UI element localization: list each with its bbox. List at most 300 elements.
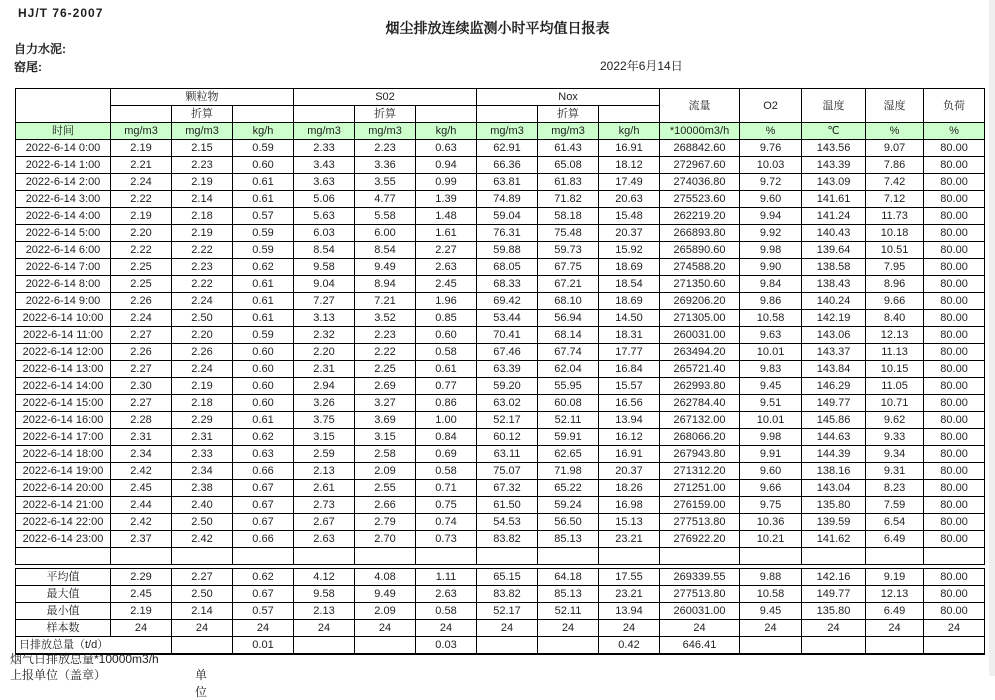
table-row	[16, 140, 985, 157]
value-cell: 0.99	[416, 174, 477, 191]
value-cell: 71.98	[538, 463, 599, 480]
summary-value-cell: 269339.55	[660, 569, 740, 586]
summary-label: 平均值	[16, 569, 111, 586]
sub-blank	[233, 106, 294, 123]
value-cell: 67.74	[538, 344, 599, 361]
value-cell: 80.00	[924, 157, 985, 174]
value-cell: 0.66	[233, 531, 294, 548]
value-cell: 2.22	[172, 242, 233, 259]
value-cell: 2.28	[111, 412, 172, 429]
summary-value-cell: 2.14	[172, 603, 233, 620]
value-cell: 0.59	[233, 242, 294, 259]
value-cell: 6.49	[866, 531, 924, 548]
summary-value-cell: 0.62	[233, 569, 294, 586]
value-cell: 9.66	[866, 293, 924, 310]
table-row	[16, 327, 985, 344]
daily-total-value-cell	[477, 637, 538, 655]
summary-value-cell: 142.16	[802, 569, 866, 586]
value-cell: 0.85	[416, 310, 477, 327]
table-row	[16, 429, 985, 446]
monitoring-point: 窑尾:	[14, 60, 42, 74]
value-cell: 0.77	[416, 378, 477, 395]
value-cell: 15.48	[599, 208, 660, 225]
summary-value-cell: 24	[538, 620, 599, 637]
value-cell: 2.50	[172, 514, 233, 531]
value-cell: 2.30	[111, 378, 172, 395]
summary-value-cell: 2.27	[172, 569, 233, 586]
value-cell: 0.61	[416, 361, 477, 378]
value-cell: 10.21	[740, 531, 802, 548]
time-cell: 2022-6-14 18:00	[16, 446, 111, 463]
daily-total-value-cell	[740, 637, 802, 655]
value-cell: 8.96	[866, 276, 924, 293]
value-cell: 8.94	[355, 276, 416, 293]
value-cell: 0.61	[233, 174, 294, 191]
value-cell: 2.15	[172, 140, 233, 157]
summary-value-cell: 24	[802, 620, 866, 637]
unit-cell: ℃	[802, 123, 866, 140]
value-cell: 11.05	[866, 378, 924, 395]
header-humidity: 湿度	[866, 89, 924, 123]
summary-value-cell: 0.67	[233, 586, 294, 603]
value-cell: 59.73	[538, 242, 599, 259]
table-row	[16, 514, 985, 531]
value-cell: 9.60	[740, 191, 802, 208]
empty-cell	[740, 548, 802, 565]
value-cell: 267132.00	[660, 412, 740, 429]
summary-value-cell: 4.08	[355, 569, 416, 586]
header-load: 负荷	[924, 89, 985, 123]
empty-cell	[416, 548, 477, 565]
value-cell: 0.66	[233, 463, 294, 480]
summary-value-cell: 2.19	[111, 603, 172, 620]
header-flow: 流量	[660, 89, 740, 123]
value-cell: 2.69	[355, 378, 416, 395]
summary-value-cell: 64.18	[538, 569, 599, 586]
table-row	[16, 242, 985, 259]
summary-value-cell: 0.57	[233, 603, 294, 620]
value-cell: 63.02	[477, 395, 538, 412]
value-cell: 2.70	[355, 531, 416, 548]
unit-label: 单位	[195, 668, 208, 699]
value-cell: 141.61	[802, 191, 866, 208]
time-cell: 2022-6-14 16:00	[16, 412, 111, 429]
value-cell: 80.00	[924, 191, 985, 208]
value-cell: 265721.40	[660, 361, 740, 378]
value-cell: 143.39	[802, 157, 866, 174]
value-cell: 2.50	[172, 310, 233, 327]
summary-value-cell: 0.58	[416, 603, 477, 620]
value-cell: 63.39	[477, 361, 538, 378]
value-cell: 9.86	[740, 293, 802, 310]
value-cell: 56.94	[538, 310, 599, 327]
value-cell: 2.27	[111, 361, 172, 378]
table-row	[16, 412, 985, 429]
value-cell: 9.63	[740, 327, 802, 344]
value-cell: 0.60	[233, 395, 294, 412]
value-cell: 11.73	[866, 208, 924, 225]
value-cell: 18.26	[599, 480, 660, 497]
value-cell: 76.31	[477, 225, 538, 242]
value-cell: 10.15	[866, 361, 924, 378]
value-cell: 2.23	[172, 157, 233, 174]
summary-value-cell: 149.77	[802, 586, 866, 603]
value-cell: 80.00	[924, 344, 985, 361]
value-cell: 0.73	[416, 531, 477, 548]
value-cell: 80.00	[924, 259, 985, 276]
time-cell: 2022-6-14 21:00	[16, 497, 111, 514]
value-cell: 12.13	[866, 327, 924, 344]
value-cell: 7.27	[294, 293, 355, 310]
header-temperature: 温度	[802, 89, 866, 123]
summary-table	[15, 568, 985, 655]
value-cell: 8.54	[294, 242, 355, 259]
empty-cell	[294, 548, 355, 565]
value-cell: 0.60	[233, 344, 294, 361]
value-cell: 0.58	[416, 344, 477, 361]
value-cell: 9.31	[866, 463, 924, 480]
summary-value-cell: 277513.80	[660, 586, 740, 603]
value-cell: 62.04	[538, 361, 599, 378]
value-cell: 16.91	[599, 446, 660, 463]
value-cell: 2.26	[172, 344, 233, 361]
value-cell: 75.07	[477, 463, 538, 480]
value-cell: 2.25	[111, 276, 172, 293]
value-cell: 262219.20	[660, 208, 740, 225]
value-cell: 69.42	[477, 293, 538, 310]
value-cell: 13.94	[599, 412, 660, 429]
value-cell: 10.71	[866, 395, 924, 412]
value-cell: 3.27	[355, 395, 416, 412]
value-cell: 68.14	[538, 327, 599, 344]
empty-cell	[802, 548, 866, 565]
value-cell: 80.00	[924, 225, 985, 242]
company-name: 自力水泥:	[14, 42, 66, 56]
value-cell: 10.51	[866, 242, 924, 259]
value-cell: 6.54	[866, 514, 924, 531]
value-cell: 2.09	[355, 463, 416, 480]
time-header-spacer	[16, 89, 111, 123]
value-cell: 16.84	[599, 361, 660, 378]
summary-row	[16, 586, 985, 603]
value-cell: 7.42	[866, 174, 924, 191]
value-cell: 54.53	[477, 514, 538, 531]
value-cell: 3.15	[355, 429, 416, 446]
value-cell: 17.49	[599, 174, 660, 191]
value-cell: 143.37	[802, 344, 866, 361]
value-cell: 0.61	[233, 412, 294, 429]
value-cell: 2.24	[172, 361, 233, 378]
value-cell: 144.63	[802, 429, 866, 446]
monitoring-data-table	[15, 88, 985, 565]
value-cell: 9.58	[294, 259, 355, 276]
table-row	[16, 191, 985, 208]
value-cell: 2.20	[172, 327, 233, 344]
value-cell: 272967.60	[660, 157, 740, 174]
value-cell: 2.27	[416, 242, 477, 259]
value-cell: 139.64	[802, 242, 866, 259]
summary-value-cell: 6.49	[866, 603, 924, 620]
time-cell: 2022-6-14 0:00	[16, 140, 111, 157]
report-date: 2022年6月14日	[600, 59, 683, 73]
daily-total-label: 日排放总量（t/d）	[16, 637, 172, 655]
unit-cell: mg/m3	[355, 123, 416, 140]
summary-value-cell: 24	[233, 620, 294, 637]
sub-converted-particulate: 折算	[172, 106, 233, 123]
value-cell: 3.36	[355, 157, 416, 174]
header-units-row	[16, 123, 985, 140]
value-cell: 0.67	[233, 480, 294, 497]
value-cell: 59.20	[477, 378, 538, 395]
summary-value-cell: 2.13	[294, 603, 355, 620]
unit-cell: *10000m3/h	[660, 123, 740, 140]
value-cell: 70.41	[477, 327, 538, 344]
value-cell: 2.25	[355, 361, 416, 378]
value-cell: 2.26	[111, 344, 172, 361]
value-cell: 18.69	[599, 259, 660, 276]
value-cell: 80.00	[924, 310, 985, 327]
value-cell: 138.58	[802, 259, 866, 276]
window-edge	[989, 0, 995, 676]
unit-cell: %	[924, 123, 985, 140]
value-cell: 7.86	[866, 157, 924, 174]
value-cell: 9.84	[740, 276, 802, 293]
value-cell: 2.23	[355, 327, 416, 344]
summary-value-cell: 24	[866, 620, 924, 637]
value-cell: 2.23	[172, 259, 233, 276]
value-cell: 67.32	[477, 480, 538, 497]
empty-cell	[111, 548, 172, 565]
value-cell: 2.34	[111, 446, 172, 463]
time-cell: 2022-6-14 22:00	[16, 514, 111, 531]
value-cell: 0.86	[416, 395, 477, 412]
value-cell: 2.22	[172, 276, 233, 293]
value-cell: 260031.00	[660, 327, 740, 344]
value-cell: 143.04	[802, 480, 866, 497]
value-cell: 2.31	[172, 429, 233, 446]
value-cell: 2.20	[294, 344, 355, 361]
value-cell: 2.66	[355, 497, 416, 514]
value-cell: 66.36	[477, 157, 538, 174]
value-cell: 2.73	[294, 497, 355, 514]
value-cell: 17.77	[599, 344, 660, 361]
value-cell: 143.84	[802, 361, 866, 378]
value-cell: 274036.80	[660, 174, 740, 191]
value-cell: 62.65	[538, 446, 599, 463]
time-cell: 2022-6-14 14:00	[16, 378, 111, 395]
value-cell: 2.42	[111, 514, 172, 531]
value-cell: 80.00	[924, 480, 985, 497]
value-cell: 0.59	[233, 140, 294, 157]
empty-cell	[477, 548, 538, 565]
value-cell: 268842.60	[660, 140, 740, 157]
value-cell: 2.42	[172, 531, 233, 548]
value-cell: 67.75	[538, 259, 599, 276]
value-cell: 271251.00	[660, 480, 740, 497]
value-cell: 0.60	[233, 361, 294, 378]
time-cell: 2022-6-14 7:00	[16, 259, 111, 276]
value-cell: 135.80	[802, 497, 866, 514]
daily-total-value-cell: 646.41	[660, 637, 740, 655]
empty-cell	[233, 548, 294, 565]
value-cell: 263494.20	[660, 344, 740, 361]
value-cell: 2.24	[172, 293, 233, 310]
value-cell: 53.44	[477, 310, 538, 327]
value-cell: 9.92	[740, 225, 802, 242]
unit-cell: mg/m3	[111, 123, 172, 140]
value-cell: 2.79	[355, 514, 416, 531]
time-cell: 2022-6-14 3:00	[16, 191, 111, 208]
summary-value-cell: 85.13	[538, 586, 599, 603]
time-cell: 2022-6-14 15:00	[16, 395, 111, 412]
value-cell: 10.01	[740, 412, 802, 429]
summary-value-cell: 83.82	[477, 586, 538, 603]
value-cell: 2.42	[111, 463, 172, 480]
value-cell: 20.37	[599, 225, 660, 242]
value-cell: 80.00	[924, 412, 985, 429]
value-cell: 80.00	[924, 531, 985, 548]
table-row	[16, 157, 985, 174]
time-header: 时间	[16, 123, 111, 140]
value-cell: 62.91	[477, 140, 538, 157]
value-cell: 2.22	[111, 191, 172, 208]
value-cell: 8.23	[866, 480, 924, 497]
unit-cell: %	[740, 123, 802, 140]
summary-value-cell: 24	[477, 620, 538, 637]
group-header-particulate: 颗粒物	[111, 89, 294, 106]
summary-value-cell: 2.45	[111, 586, 172, 603]
standard-code: HJ/T 76-2007	[18, 6, 104, 20]
value-cell: 80.00	[924, 361, 985, 378]
value-cell: 149.77	[802, 395, 866, 412]
summary-value-cell: 24	[416, 620, 477, 637]
value-cell: 144.39	[802, 446, 866, 463]
empty-cell	[866, 548, 924, 565]
value-cell: 2.58	[355, 446, 416, 463]
summary-value-cell: 24	[740, 620, 802, 637]
value-cell: 141.24	[802, 208, 866, 225]
value-cell: 4.77	[355, 191, 416, 208]
value-cell: 23.21	[599, 531, 660, 548]
time-cell: 2022-6-14 4:00	[16, 208, 111, 225]
value-cell: 0.62	[233, 429, 294, 446]
daily-total-value-cell: 0.03	[416, 637, 477, 655]
value-cell: 0.71	[416, 480, 477, 497]
value-cell: 5.58	[355, 208, 416, 225]
value-cell: 1.48	[416, 208, 477, 225]
value-cell: 2.40	[172, 497, 233, 514]
table-row	[16, 344, 985, 361]
value-cell: 2.37	[111, 531, 172, 548]
value-cell: 0.60	[233, 378, 294, 395]
value-cell: 65.22	[538, 480, 599, 497]
value-cell: 10.18	[866, 225, 924, 242]
value-cell: 67.46	[477, 344, 538, 361]
sub-blank	[111, 106, 172, 123]
value-cell: 276159.00	[660, 497, 740, 514]
sub-converted-nox: 折算	[538, 106, 599, 123]
value-cell: 2.13	[294, 463, 355, 480]
summary-value-cell: 260031.00	[660, 603, 740, 620]
value-cell: 7.95	[866, 259, 924, 276]
daily-total-value-cell	[538, 637, 599, 655]
value-cell: 138.43	[802, 276, 866, 293]
value-cell: 0.63	[233, 446, 294, 463]
value-cell: 9.83	[740, 361, 802, 378]
empty-cell	[924, 548, 985, 565]
value-cell: 1.96	[416, 293, 477, 310]
value-cell: 9.33	[866, 429, 924, 446]
summary-value-cell: 24	[660, 620, 740, 637]
summary-value-cell: 9.49	[355, 586, 416, 603]
summary-value-cell: 52.11	[538, 603, 599, 620]
time-cell: 2022-6-14 1:00	[16, 157, 111, 174]
table-row	[16, 174, 985, 191]
summary-value-cell: 24	[599, 620, 660, 637]
time-cell: 2022-6-14 13:00	[16, 361, 111, 378]
value-cell: 269206.20	[660, 293, 740, 310]
table-row	[16, 225, 985, 242]
value-cell: 2.45	[111, 480, 172, 497]
value-cell: 0.61	[233, 276, 294, 293]
value-cell: 2.32	[294, 327, 355, 344]
value-cell: 2.59	[294, 446, 355, 463]
value-cell: 60.12	[477, 429, 538, 446]
value-cell: 15.57	[599, 378, 660, 395]
value-cell: 80.00	[924, 446, 985, 463]
value-cell: 145.86	[802, 412, 866, 429]
daily-total-value-cell	[802, 637, 866, 655]
value-cell: 0.60	[233, 157, 294, 174]
value-cell: 2.19	[111, 140, 172, 157]
table-row	[16, 293, 985, 310]
summary-value-cell: 80.00	[924, 586, 985, 603]
unit-cell: mg/m3	[172, 123, 233, 140]
table-row	[16, 378, 985, 395]
value-cell: 2.19	[111, 208, 172, 225]
summary-value-cell: 80.00	[924, 603, 985, 620]
value-cell: 65.08	[538, 157, 599, 174]
group-header-so2: S02	[294, 89, 477, 106]
daily-total-value-cell	[294, 637, 355, 655]
table-row	[16, 361, 985, 378]
value-cell: 2.27	[111, 395, 172, 412]
summary-value-cell: 135.80	[802, 603, 866, 620]
summary-value-cell: 65.15	[477, 569, 538, 586]
daily-total-value-cell	[172, 637, 233, 655]
value-cell: 80.00	[924, 242, 985, 259]
value-cell: 16.12	[599, 429, 660, 446]
value-cell: 2.20	[111, 225, 172, 242]
summary-value-cell: 24	[355, 620, 416, 637]
value-cell: 0.61	[233, 191, 294, 208]
value-cell: 265890.60	[660, 242, 740, 259]
value-cell: 8.40	[866, 310, 924, 327]
summary-value-cell: 24	[294, 620, 355, 637]
value-cell: 59.24	[538, 497, 599, 514]
value-cell: 59.04	[477, 208, 538, 225]
value-cell: 140.24	[802, 293, 866, 310]
value-cell: 143.09	[802, 174, 866, 191]
value-cell: 7.21	[355, 293, 416, 310]
value-cell: 0.67	[233, 497, 294, 514]
value-cell: 2.67	[294, 514, 355, 531]
value-cell: 85.13	[538, 531, 599, 548]
value-cell: 271305.00	[660, 310, 740, 327]
summary-value-cell: 52.17	[477, 603, 538, 620]
summary-value-cell: 2.09	[355, 603, 416, 620]
value-cell: 2.31	[111, 429, 172, 446]
